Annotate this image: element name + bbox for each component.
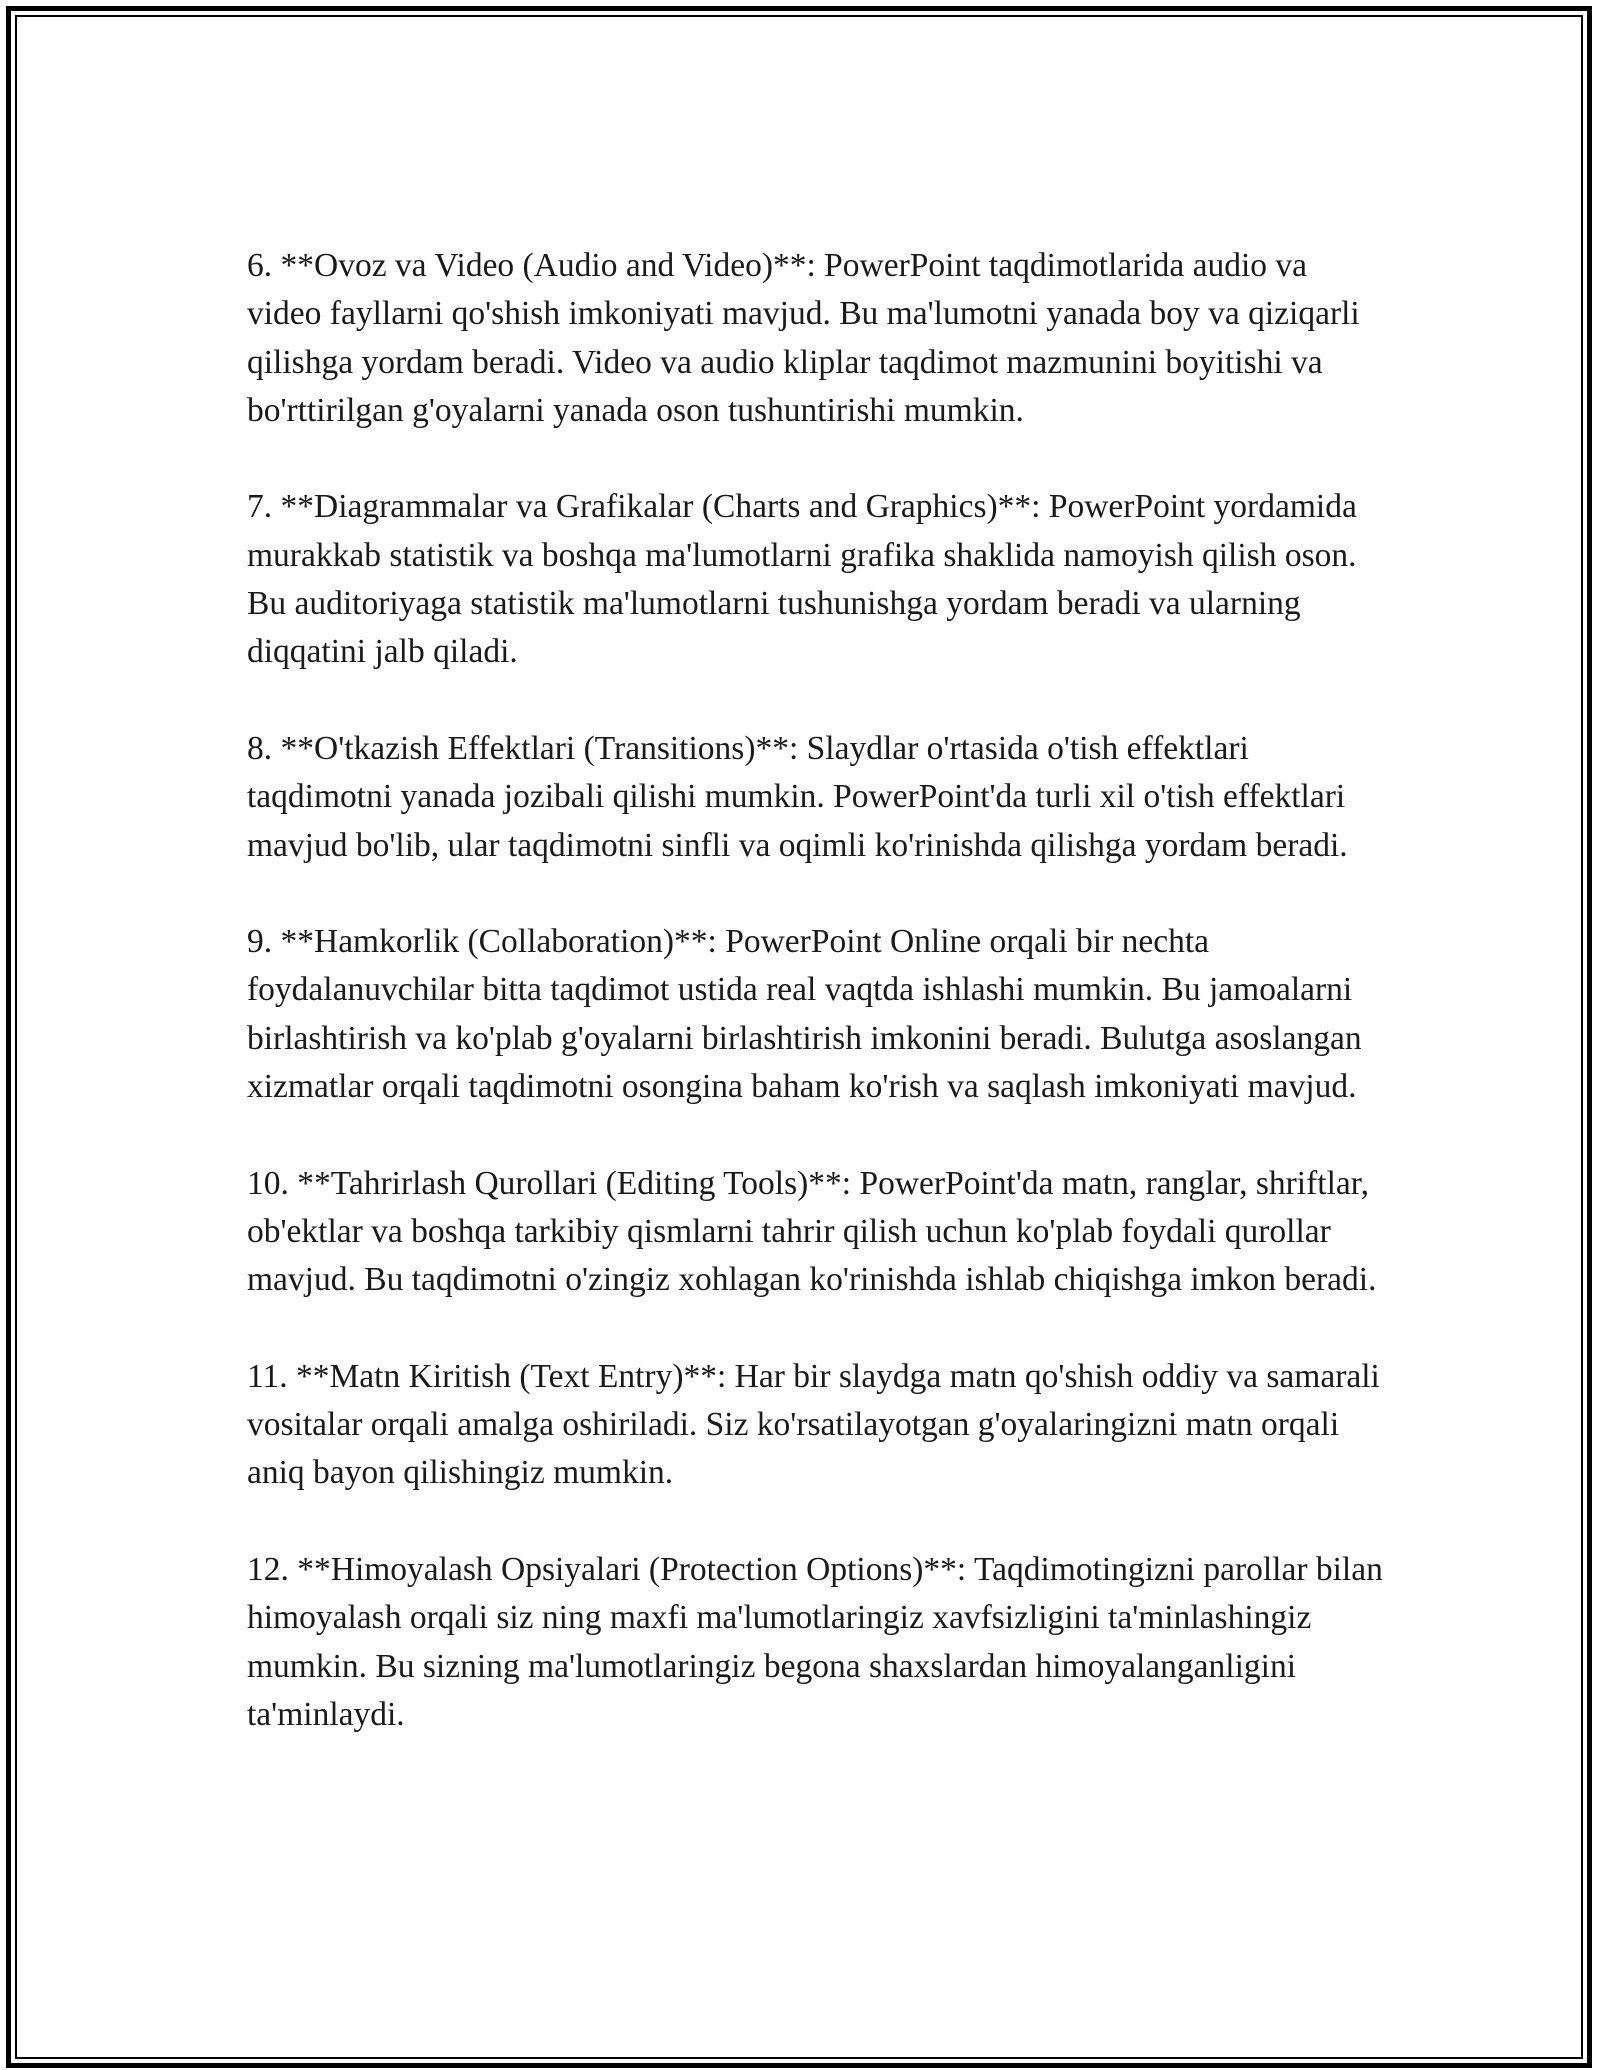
document-body	[247, 242, 1387, 1788]
paragraph-item-10: 10. **Tahrirlash Qurollari (Editing Tools)**: PowerPoint'da matn, ranglar, shriftlar, ob'ektlar va boshqa tarkibiy qismlarni tahrir qilish uchun ko'plab foydali qurollar mavjud. Bu taqdimotni o'zingiz xohlagan ko'rinishda ishlab chiqishga imkon beradi.	[247, 1164, 1377, 1299]
paragraph-item-12: 12. **Himoyalash Opsiyalari (Protection Options)**: Taqdimotingizni parollar bilan himoyalash orqali siz ning maxfi ma'lumotlaringiz xavfsizligini ta'minlashingiz mumkin. Bu sizning ma'lumotlaringiz begona shaxslardan himoyalanganligini ta'minlaydi.	[247, 1551, 1383, 1733]
paragraph-item-8: 8. **O'tkazish Effektlari (Transitions)**: Slaydlar o'rtasida o'tish effektlari taqdimotni yanada jozibali qilishi mumkin. PowerPoint'da turli xil o'tish effektlari mavjud bo'lib, ular taqdimotni sinfli va oqimli ko'rinishda qilishga yordam beradi.	[247, 729, 1348, 864]
paragraph-item-6: 6. **Ovoz va Video (Audio and Video)**: PowerPoint taqdimotlarida audio va video fayllarni qo'shish imkoniyati mavjud. Bu ma'lumotni yanada boy va qiziqarli qilishga yordam beradi. Video va audio kliplar taqdimot mazmunini boyitishi va bo'rttirilgan g'oyalarni yanada oson tushuntirishi mumkin.	[247, 247, 1360, 429]
page-frame	[6, 6, 1592, 2068]
paragraph-item-11: 11. **Matn Kiritish (Text Entry)**: Har bir slaydga matn qo'shish oddiy va samarali vositalar orqali amalga oshiriladi. Siz ko'rsatilayotgan g'oyalaringizni matn orqali aniq bayon qilishingiz mumkin.	[247, 1357, 1380, 1492]
paragraph-item-7: 7. **Diagrammalar va Grafikalar (Charts and Graphics)**: PowerPoint yordamida murakkab statistik va boshqa ma'lumotlarni grafika shaklida namoyish qilish oson. Bu auditoriyaga statistik ma'lumotlarni tushunishga yordam beradi va ularning diqqatini jalb qiladi.	[247, 488, 1357, 671]
paragraph-item-9: 9. **Hamkorlik (Collaboration)**: PowerPoint Online orqali bir nechta foydalanuvchilar bitta taqdimot ustida real vaqtda ishlashi mumkin. Bu jamoalarni birlashtirish va ko'plab g'oyalarni birlashtirish imkonini beradi. Bulutga asoslangan xizmatlar orqali taqdimotni osongina baham ko'rish va saqlash imkoniyati mavjud.	[247, 923, 1362, 1106]
